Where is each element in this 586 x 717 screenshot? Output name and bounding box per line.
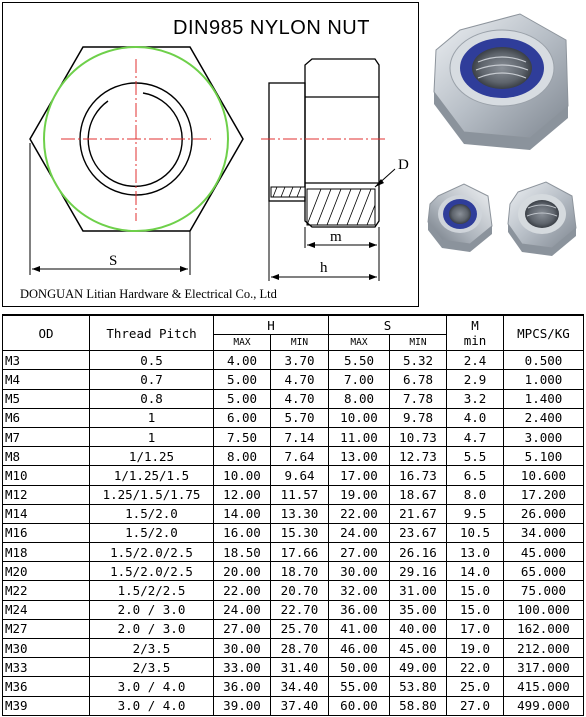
cell-thread-pitch: 1.5/2/2.5: [90, 581, 214, 600]
header-s: S: [329, 315, 447, 335]
cell-s-min: 31.00: [390, 581, 447, 600]
cell-od: M39: [3, 696, 90, 715]
cell-thread-pitch: 1: [90, 427, 214, 446]
cell-s-max: 60.00: [329, 696, 390, 715]
cell-m-min: 8.0: [447, 485, 504, 504]
cell-h-min: 18.70: [271, 562, 329, 581]
cell-m-min: 17.0: [447, 619, 504, 638]
cell-h-max: 8.00: [214, 447, 271, 466]
cell-s-min: 6.78: [390, 370, 447, 389]
cell-s-min: 49.00: [390, 658, 447, 677]
cell-mpcs-kg: 100.000: [504, 600, 584, 619]
table-row: [3, 658, 584, 677]
cell-s-min: 12.73: [390, 447, 447, 466]
cell-h-max: 36.00: [214, 677, 271, 696]
cell-od: M22: [3, 581, 90, 600]
m-arrow-right: [369, 242, 377, 248]
cell-m-min: 2.9: [447, 370, 504, 389]
cell-h-min: 31.40: [271, 658, 329, 677]
h-dimension-label: h: [320, 260, 328, 276]
cell-s-min: 29.16: [390, 562, 447, 581]
cell-mpcs-kg: 75.000: [504, 581, 584, 600]
cell-m-min: 9.5: [447, 504, 504, 523]
cell-s-max: 17.00: [329, 466, 390, 485]
table-row: [3, 447, 584, 466]
cell-h-max: 22.00: [214, 581, 271, 600]
cell-h-min: 11.57: [271, 485, 329, 504]
cell-s-max: 22.00: [329, 504, 390, 523]
cell-s-min: 7.78: [390, 389, 447, 408]
cell-m-min: 6.5: [447, 466, 504, 485]
s-dimension-label: S: [109, 253, 118, 269]
side-view: [261, 59, 395, 281]
cell-m-min: 15.0: [447, 600, 504, 619]
cell-od: M20: [3, 562, 90, 581]
cell-s-max: 5.50: [329, 351, 390, 370]
table-row: [3, 523, 584, 542]
cell-od: M24: [3, 600, 90, 619]
cell-s-max: 32.00: [329, 581, 390, 600]
cell-od: M7: [3, 427, 90, 446]
cell-mpcs-kg: 65.000: [504, 562, 584, 581]
cell-m-min: 25.0: [447, 677, 504, 696]
cell-s-max: 46.00: [329, 639, 390, 658]
cell-thread-pitch: 1.5/2.0/2.5: [90, 562, 214, 581]
table-row: [3, 581, 584, 600]
cell-h-max: 7.50: [214, 427, 271, 446]
cell-m-min: 4.0: [447, 408, 504, 427]
thread-arc: [88, 93, 182, 186]
cell-mpcs-kg: 5.100: [504, 447, 584, 466]
cell-h-min: 4.70: [271, 389, 329, 408]
cell-od: M8: [3, 447, 90, 466]
header-od: OD: [3, 315, 90, 351]
cell-m-min: 27.0: [447, 696, 504, 715]
cell-thread-pitch: 0.8: [90, 389, 214, 408]
cell-od: M36: [3, 677, 90, 696]
cell-s-min: 45.00: [390, 639, 447, 658]
header-thread-pitch: Thread Pitch: [90, 315, 214, 351]
cell-s-max: 41.00: [329, 619, 390, 638]
m-arrow-left: [307, 242, 315, 248]
cell-h-min: 3.70: [271, 351, 329, 370]
cell-thread-pitch: 0.7: [90, 370, 214, 389]
cell-h-max: 30.00: [214, 639, 271, 658]
cell-s-max: 27.00: [329, 543, 390, 562]
table-row: [3, 696, 584, 715]
cell-s-max: 8.00: [329, 389, 390, 408]
cell-h-min: 7.14: [271, 427, 329, 446]
table-row: [3, 619, 584, 638]
cell-h-min: 15.30: [271, 523, 329, 542]
cell-m-min: 15.0: [447, 581, 504, 600]
cell-h-max: 18.50: [214, 543, 271, 562]
cell-s-min: 23.67: [390, 523, 447, 542]
cell-s-max: 11.00: [329, 427, 390, 446]
table-row: [3, 677, 584, 696]
cell-h-min: 4.70: [271, 370, 329, 389]
cell-h-max: 24.00: [214, 600, 271, 619]
cell-h-max: 4.00: [214, 351, 271, 370]
header-m: [447, 315, 504, 351]
cell-od: M3: [3, 351, 90, 370]
cell-h-max: 20.00: [214, 562, 271, 581]
cell-thread-pitch: 2/3.5: [90, 658, 214, 677]
cell-mpcs-kg: 2.400: [504, 408, 584, 427]
cell-m-min: 2.4: [447, 351, 504, 370]
cell-mpcs-kg: 499.000: [504, 696, 584, 715]
cell-s-max: 13.00: [329, 447, 390, 466]
cell-mpcs-kg: 34.000: [504, 523, 584, 542]
m-dimension-label: m: [330, 229, 342, 245]
cell-m-min: 13.0: [447, 543, 504, 562]
cell-s-max: 36.00: [329, 600, 390, 619]
cell-h-max: 16.00: [214, 523, 271, 542]
cell-od: M18: [3, 543, 90, 562]
cell-mpcs-kg: 212.000: [504, 639, 584, 658]
cell-thread-pitch: 1.5/2.0: [90, 504, 214, 523]
cell-h-max: 5.00: [214, 389, 271, 408]
table-row: [3, 408, 584, 427]
cell-od: M12: [3, 485, 90, 504]
cell-s-min: 16.73: [390, 466, 447, 485]
spec-table: [2, 314, 584, 716]
table-row: [3, 370, 584, 389]
cell-h-min: 22.70: [271, 600, 329, 619]
cell-mpcs-kg: 0.500: [504, 351, 584, 370]
cell-s-max: 10.00: [329, 408, 390, 427]
header-mpcs: MPCS/KG: [504, 315, 584, 351]
cell-h-min: 5.70: [271, 408, 329, 427]
cell-s-min: 5.32: [390, 351, 447, 370]
nut-photo-svg: [420, 0, 586, 312]
cell-s-max: 19.00: [329, 485, 390, 504]
cell-od: M4: [3, 370, 90, 389]
product-photos: [420, 0, 586, 312]
header-h-max: MAX: [214, 335, 271, 351]
cell-m-min: 19.0: [447, 639, 504, 658]
photo-large-nut: [434, 14, 568, 150]
cell-thread-pitch: 1.5/2.0: [90, 523, 214, 542]
cell-h-min: 28.70: [271, 639, 329, 658]
cell-mpcs-kg: 10.600: [504, 466, 584, 485]
table-row: [3, 389, 584, 408]
table-row: [3, 351, 584, 370]
cell-thread-pitch: 0.5: [90, 351, 214, 370]
cell-s-min: 18.67: [390, 485, 447, 504]
cell-h-max: 33.00: [214, 658, 271, 677]
cell-s-min: 35.00: [390, 600, 447, 619]
table-row: [3, 562, 584, 581]
spec-table-body: [3, 351, 584, 716]
cell-h-min: 13.30: [271, 504, 329, 523]
cell-s-max: 55.00: [329, 677, 390, 696]
cell-s-min: 53.80: [390, 677, 447, 696]
cell-m-min: 4.7: [447, 427, 504, 446]
cell-s-max: 24.00: [329, 523, 390, 542]
s-arrow-right: [180, 266, 188, 272]
company-name: DONGUAN Litian Hardware & Electrical Co., Ltd: [20, 287, 277, 301]
cell-h-min: 9.64: [271, 466, 329, 485]
cell-s-min: 40.00: [390, 619, 447, 638]
cell-m-min: 22.0: [447, 658, 504, 677]
table-row: [3, 639, 584, 658]
cell-s-min: 21.67: [390, 504, 447, 523]
cell-thread-pitch: 3.0 / 4.0: [90, 696, 214, 715]
cell-h-max: 27.00: [214, 619, 271, 638]
table-row: [3, 543, 584, 562]
cell-mpcs-kg: 1.400: [504, 389, 584, 408]
header-m-label: M: [471, 318, 479, 334]
header-m-sub: min: [463, 333, 487, 349]
front-view: [30, 47, 243, 275]
cell-s-max: 7.00: [329, 370, 390, 389]
cell-m-min: 10.5: [447, 523, 504, 542]
cell-s-min: 58.80: [390, 696, 447, 715]
cell-od: M6: [3, 408, 90, 427]
h-arrow-left: [271, 274, 279, 280]
cell-thread-pitch: 1: [90, 408, 214, 427]
cell-thread-pitch: 1/1.25: [90, 447, 214, 466]
cell-h-min: 7.64: [271, 447, 329, 466]
drawing-title: DIN985 NYLON NUT: [173, 17, 370, 39]
cell-h-min: 20.70: [271, 581, 329, 600]
cell-h-min: 25.70: [271, 619, 329, 638]
cell-h-max: 6.00: [214, 408, 271, 427]
cell-mpcs-kg: 317.000: [504, 658, 584, 677]
photo-small-nut-left: [428, 184, 492, 252]
cell-thread-pitch: 2.0 / 3.0: [90, 600, 214, 619]
cell-thread-pitch: 1.25/1.5/1.75: [90, 485, 214, 504]
cell-od: M5: [3, 389, 90, 408]
cell-s-max: 30.00: [329, 562, 390, 581]
cell-mpcs-kg: 162.000: [504, 619, 584, 638]
cell-m-min: 3.2: [447, 389, 504, 408]
cell-mpcs-kg: 26.000: [504, 504, 584, 523]
cell-s-min: 26.16: [390, 543, 447, 562]
cell-mpcs-kg: 415.000: [504, 677, 584, 696]
photo-small-nut-right: [508, 182, 576, 256]
cell-mpcs-kg: 3.000: [504, 427, 584, 446]
d-dimension-label: D: [398, 157, 409, 173]
cell-h-max: 12.00: [214, 485, 271, 504]
cell-h-min: 17.66: [271, 543, 329, 562]
cell-od: M14: [3, 504, 90, 523]
cell-od: M16: [3, 523, 90, 542]
h-arrow-right: [369, 274, 377, 280]
table-row: [3, 466, 584, 485]
cell-h-min: 37.40: [271, 696, 329, 715]
table-row: [3, 504, 584, 523]
cell-od: M30: [3, 639, 90, 658]
cell-thread-pitch: 2.0 / 3.0: [90, 619, 214, 638]
header-h: H: [214, 315, 329, 335]
cell-thread-pitch: 3.0 / 4.0: [90, 677, 214, 696]
table-row: [3, 600, 584, 619]
cell-mpcs-kg: 45.000: [504, 543, 584, 562]
header-s-max: MAX: [329, 335, 390, 351]
cell-h-max: 5.00: [214, 370, 271, 389]
technical-drawing: [2, 2, 419, 307]
cell-thread-pitch: 2/3.5: [90, 639, 214, 658]
table-row: [3, 485, 584, 504]
cell-od: M10: [3, 466, 90, 485]
header-s-min: MIN: [390, 335, 447, 351]
cell-s-min: 10.73: [390, 427, 447, 446]
cell-m-min: 5.5: [447, 447, 504, 466]
nut-drawing-svg: [3, 3, 417, 305]
header-h-min: MIN: [271, 335, 329, 351]
cell-h-min: 34.40: [271, 677, 329, 696]
table-row: [3, 427, 584, 446]
body-section-hatch: [307, 189, 375, 225]
cell-mpcs-kg: 1.000: [504, 370, 584, 389]
cell-h-max: 39.00: [214, 696, 271, 715]
cell-h-max: 10.00: [214, 466, 271, 485]
cell-mpcs-kg: 17.200: [504, 485, 584, 504]
cell-od: M33: [3, 658, 90, 677]
collar-outline: [269, 83, 305, 201]
cell-thread-pitch: 1/1.25/1.5: [90, 466, 214, 485]
cell-s-max: 50.00: [329, 658, 390, 677]
cell-h-max: 14.00: [214, 504, 271, 523]
cell-thread-pitch: 1.5/2.0/2.5: [90, 543, 214, 562]
s-arrow-left: [32, 266, 40, 272]
cell-s-min: 9.78: [390, 408, 447, 427]
cell-m-min: 14.0: [447, 562, 504, 581]
cell-od: M27: [3, 619, 90, 638]
